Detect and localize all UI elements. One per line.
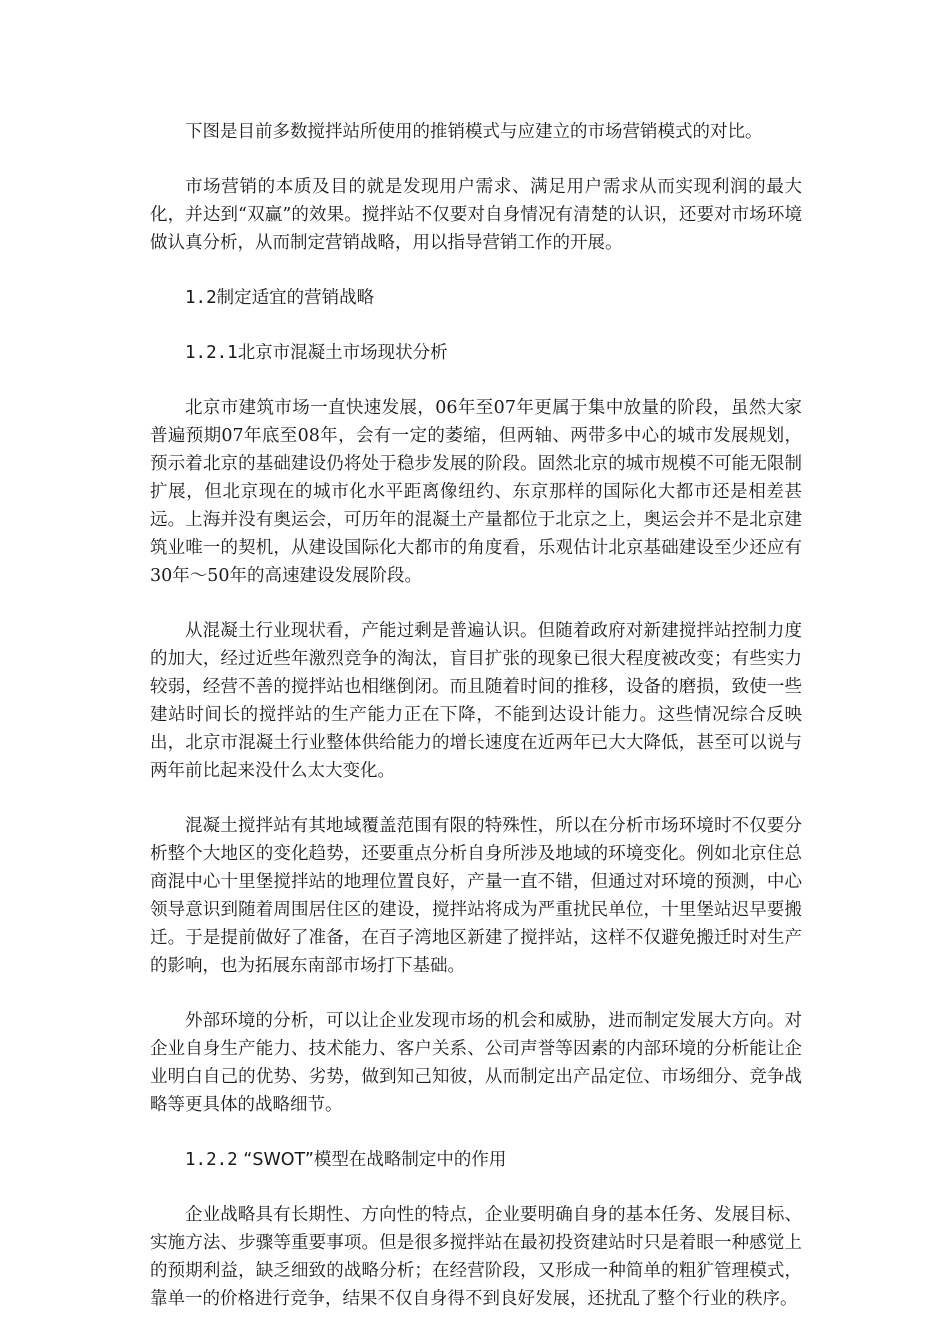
section-number: 1.2 (185, 288, 217, 308)
section-title: 制定适宜的营销战略 (216, 288, 375, 308)
section-heading-1-2-2 (150, 1146, 802, 1174)
section-title: “SWOT”模型在战略制定中的作用 (243, 1150, 507, 1170)
paragraph-industry-status: 从混凝土行业现状看，产能过剩是普遍认识。但随着政府对新建搅拌站控制力度的加大，经过近些年激烈竞争的淘汰，盲目扩张的现象已很大程度被改变；有些实力较弱，经营不善的搅拌站也相继倒闭。而且随着时间的推移，设备的磨损，致使一些建站时间长的搅拌站的生产能力正在下降，不能到达设计能力。这些情况综合反映出，北京市混凝土行业整体供给能力的增长速度在近两年已大大降低，甚至可以说与两年前比起来没什么太大变化。 (150, 621, 802, 781)
paragraph-environment-analysis: 外部环境的分析，可以让企业发现市场的机会和威胁，进而制定发展大方向。对企业自身生产能力、技术能力、客户关系、公司声誉等因素的内部环境的分析能让企业明白自己的优势、劣势，做到知己知彼，从而制定出产品定位、市场细分、竞争战略等更具体的战略细节。 (150, 1011, 802, 1115)
paragraph-marketing-essence: 市场营销的本质及目的就是发现用户需求、满足用户需求从而实现利润的最大化，并达到“双赢”的效果。搅拌站不仅要对自身情况有清楚的认识，还要对市场环境做认真分析，从而制定营销战略，用以指导营销工作的开展。 (150, 177, 802, 253)
section-heading-1-2 (150, 284, 802, 312)
section-number: 1.2.1 (185, 343, 238, 363)
paragraph-enterprise-strategy: 企业战略具有长期性、方向性的特点，企业要明确自身的基本任务、发展目标、实施方法、步骤等重要事项。但是很多搅拌站在最初投资建站时只是着眼一种感觉上的预期利益，缺乏细致的战略分析；在经营阶段，又形成一种简单的粗犷管理模式，靠单一的价格进行竞争，结果不仅自身得不到良好发展，还扰乱了整个行业的秩序。 (150, 1205, 802, 1309)
paragraph-beijing-market: 北京市建筑市场一直快速发展，06年至07年更属于集中放量的阶段，虽然大家普遍预期07年底至08年，会有一定的萎缩，但两轴、两带多中心的城市发展规划，预示着北京的基础建设仍将处于稳步发展的阶段。固然北京的城市规模不可能无限制扩展，但北京现在的城市化水平距离像纽约、东京那样的国际化大都市还是相差甚远。上海并没有奥运会，可历年的混凝土产量都位于北京之上，奥运会并不是北京建筑业唯一的契机，从建设国际化大都市的角度看，乐观估计北京基础建设至少还应有30年～50年的高速建设发展阶段。 (150, 398, 802, 586)
document-body (150, 118, 802, 1340)
section-title: 北京市混凝土市场现状分析 (237, 343, 448, 363)
section-heading-1-2-1 (150, 339, 802, 367)
section-number: 1.2.2 (185, 1150, 238, 1170)
paragraph-comparison-intro: 下图是目前多数搅拌站所使用的推销模式与应建立的市场营销模式的对比。 (185, 122, 763, 142)
paragraph-regional-coverage: 混凝土搅拌站有其地域覆盖范围有限的特殊性，所以在分析市场环境时不仅要分析整个大地区的变化趋势，还要重点分析自身所涉及地域的环境变化。例如北京住总商混中心十里堡搅拌站的地理位置良好，产量一直不错，但通过对环境的预测，中心领导意识到随着周围居住区的建设，搅拌站将成为严重扰民单位，十里堡站迟早要搬迁。于是提前做好了准备，在百子湾地区新建了搅拌站，这样不仅避免搬迁时对生产的影响，也为拓展东南部市场打下基础。 (150, 816, 802, 976)
